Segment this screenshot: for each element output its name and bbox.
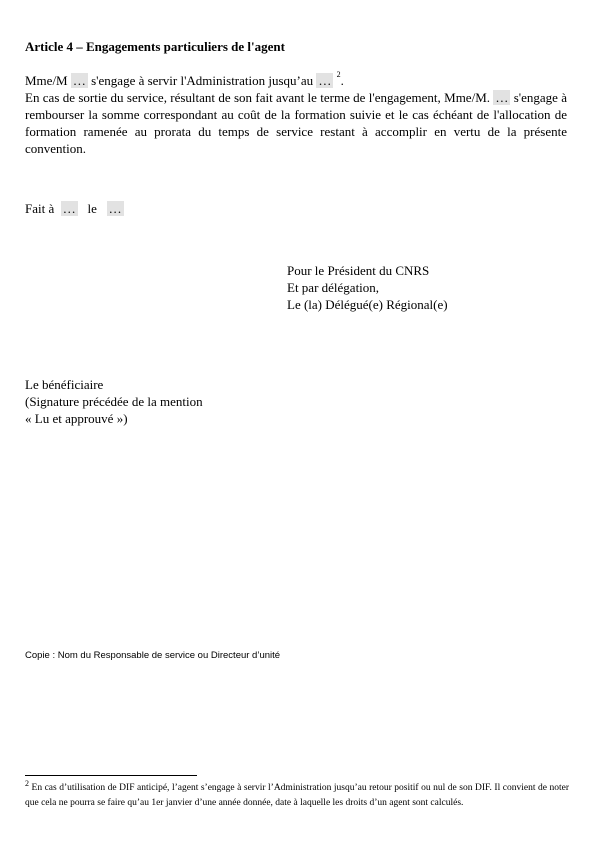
footnote [25, 781, 569, 811]
beneficiary-line-3: « Lu et approuvé ») [25, 411, 128, 426]
footnote-divider [25, 775, 197, 776]
copy-line: Copie : Nom du Responsable de service ou Directeur d’unité [25, 650, 281, 661]
name-field-1[interactable]: … [72, 73, 86, 88]
signature-line-2: Et par délégation, [287, 280, 380, 295]
president-signature-block [287, 262, 448, 313]
footnote-text: En cas d’utilisation de DIF anticipé, l’agent s’engage à servir l’Administration jusqu’au retour positif ou nul de son DIF. Il convient de noter que cela ne pourra se faire qu’au 1er janvier d’une année donnée, date à laquelle les droits d’un agent sont calculés. [25, 783, 569, 808]
line1-text: s'engage à servir l'Administration jusqu’au [91, 73, 314, 88]
beneficiary-block [25, 376, 203, 427]
engagement-paragraph [25, 72, 567, 157]
name-field-2[interactable]: … [495, 90, 509, 105]
signature-line-1: Pour le Président du CNRS [287, 263, 430, 278]
line1-prefix: Mme/M [25, 73, 68, 88]
place-field[interactable]: … [62, 201, 76, 216]
beneficiary-line-1: Le bénéficiaire [25, 377, 104, 392]
fait-label: Fait à [25, 201, 55, 216]
line3-text: s'engage à rembourser la somme correspondant au coût de la formation suivie et le cas échéant de l'allocation de formation ramenée au prorata du temps de service restant à accomplir en vertu de la présente convention. [25, 90, 568, 156]
beneficiary-line-2: (Signature précédée de la mention [25, 394, 203, 409]
signature-line-3: Le (la) Délégué(e) Régional(e) [287, 297, 448, 312]
line2-text: En cas de sortie du service, résultant de son fait avant le terme de l'engagement, Mme/M. [25, 90, 490, 105]
le-label: le [87, 201, 97, 216]
place-date-line [25, 201, 124, 217]
footnote-ref: 2 [336, 70, 341, 79]
footnote-number: 2 [25, 779, 29, 788]
date-field[interactable]: … [318, 73, 332, 88]
line1-end: . [340, 73, 344, 88]
sign-date-field[interactable]: … [108, 201, 122, 216]
article-title: Article 4 – Engagements particuliers de l'agent [25, 39, 285, 54]
